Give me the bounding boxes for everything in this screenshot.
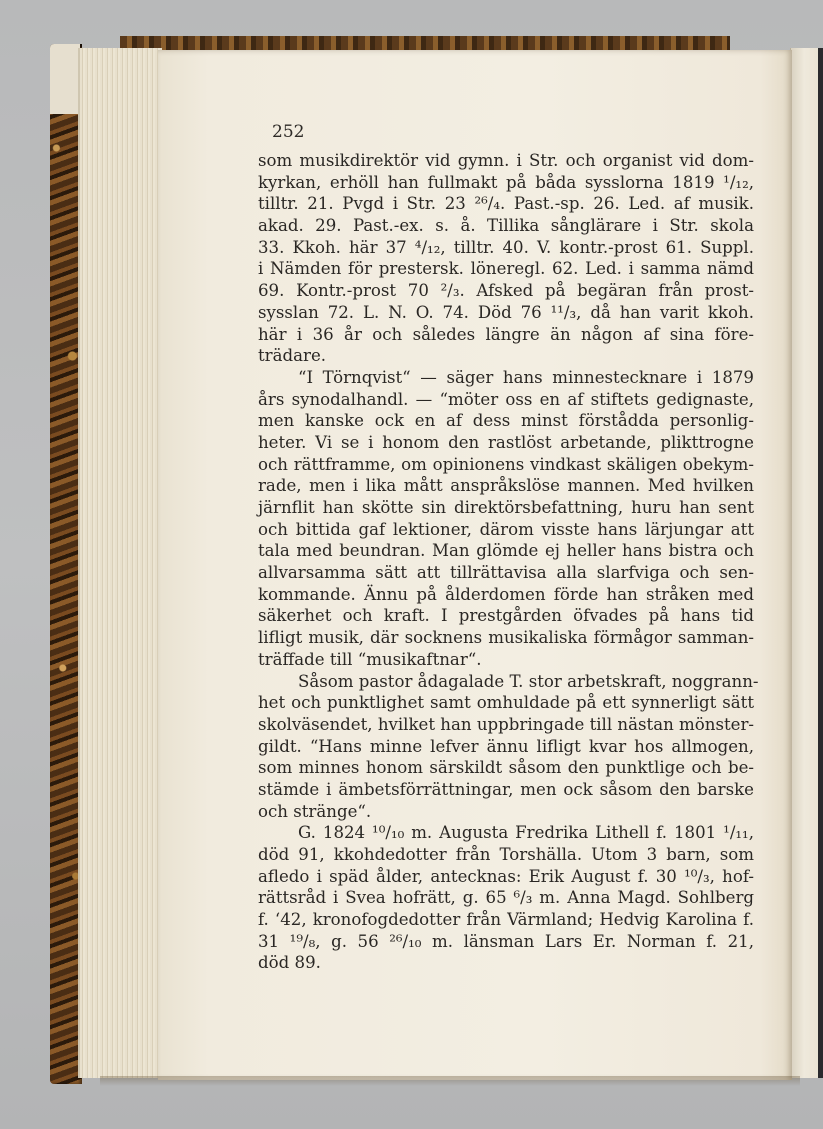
text-line: allvarsamma sätt att tillrättavisa alla slarfviga och sen- [258, 563, 754, 583]
text-line: tala med beundran. Man glömde ej heller hans bistra och [258, 541, 754, 561]
text-line: och stränge“. [258, 801, 372, 821]
text-line: död 91, kkohdedotter från Torshälla. Utom 3 barn, som [258, 845, 754, 864]
text-line: års synodalhandl. — “möter oss en af stiftets gedignaste, [258, 389, 754, 409]
scan-border [818, 48, 823, 1078]
page-number: 252 [272, 122, 305, 142]
text-line: f. ‘42, kronofogdedotter från Värmland; Hedvig Karolina f. [258, 910, 754, 930]
text-line: skolväsendet, hvilket han uppbringade till nästan mönster- [258, 714, 755, 734]
text-line: som musikdirektör vid gymn. i Str. och organist vid dom- [258, 151, 754, 170]
text-line: gildt. “Hans minne lefver ännu lifligt kvar hos allmogen, [258, 736, 754, 756]
text-line: rade, men i lika mått anspråkslöse mannen. Med hvilken [258, 476, 754, 496]
text-line: men kanske ock en af dess minst förstådda personlig- [258, 411, 754, 431]
book-cover-corner [50, 44, 80, 114]
text-line: 69. Kontr.-prost 70 ²/₃. Afsked på begäran från prost- [258, 281, 754, 301]
text-line: säkerhet och kraft. I prestgården öfvades på hans tid [258, 606, 754, 626]
text-line: G. 1824 ¹⁰/₁₀ m. Augusta Fredrika Lithell f. 1801 ¹/₁₁, [298, 823, 754, 843]
text-line: heter. Vi se i honom den rastlöst arbetande, plikttrogne [258, 432, 754, 452]
text-line: 31 ¹⁹/₈, g. 56 ²⁶/₁₀ m. länsman Lars Er. Norman f. 21, [258, 931, 754, 951]
text-line: järnflit han skötte sin direktörsbefattning, huru han sent [258, 498, 754, 517]
text-line: i Nämden för prestersk. löneregl. 62. Led. i samma nämd [258, 259, 754, 279]
text-line: Såsom pastor ådagalade T. stor arbetskraft, noggrann- [298, 671, 759, 691]
text-line: rättsråd i Svea hofrätt, g. 65 ⁶/₃ m. Anna Magd. Sohlberg [258, 888, 754, 908]
text-line: tilltr. 21. Pvgd i Str. 23 ²⁶/₄. Past.-sp. 26. Led. af musik. [258, 194, 754, 214]
text-line: lifligt musik, där socknens musikaliska förmågor samman- [258, 628, 754, 648]
text-line: och rättframme, om opinionens vindkast skäligen obekym- [258, 454, 754, 474]
text-line: träffade till “musikaftnar“. [258, 649, 482, 669]
text-line: het och punktlighet samt omhuldade på ett synnerligt sätt [258, 693, 754, 713]
text-line: afledo i späd ålder, antecknas: Erik August f. 30 ¹⁰/₃, hof- [258, 866, 754, 886]
text-line: trädare. [258, 346, 327, 366]
text-line: kommande. Ännu på ålderdomen förde han stråken med [258, 584, 754, 604]
page-stack-edges [78, 48, 162, 1078]
text-line: här i 36 år och således längre än någon af sina före- [258, 324, 754, 344]
page-shadow [100, 1076, 800, 1086]
text-line: som minnes honom särskildt såsom den punktlige och be- [258, 758, 754, 778]
text-line: “I Törnqvist“ — säger hans minnestecknare i 1879 [298, 367, 754, 387]
book-cover-top-edge [120, 36, 730, 50]
text-line: död 89. [258, 953, 321, 973]
text-line: stämde i ämbetsförrättningar, men ock såsom den barske [258, 779, 754, 799]
body-text [258, 150, 759, 974]
text-line: sysslan 72. L. N. O. 74. Död 76 ¹¹/₃, då han varit kkoh. [258, 302, 754, 322]
text-line: kyrkan, erhöll han fullmakt på båda sysslorna 1819 ¹/₁₂, [258, 172, 754, 192]
text-line: 33. Kkoh. här 37 ⁴/₁₂, tilltr. 40. V. kontr.-prost 61. Suppl. [258, 237, 754, 257]
text-line: akad. 29. Past.-ex. s. å. Tillika sånglärare i Str. skola [258, 216, 754, 236]
text-line: och bittida gaf lektioner, därom visste hans lärjungar att [258, 519, 754, 539]
